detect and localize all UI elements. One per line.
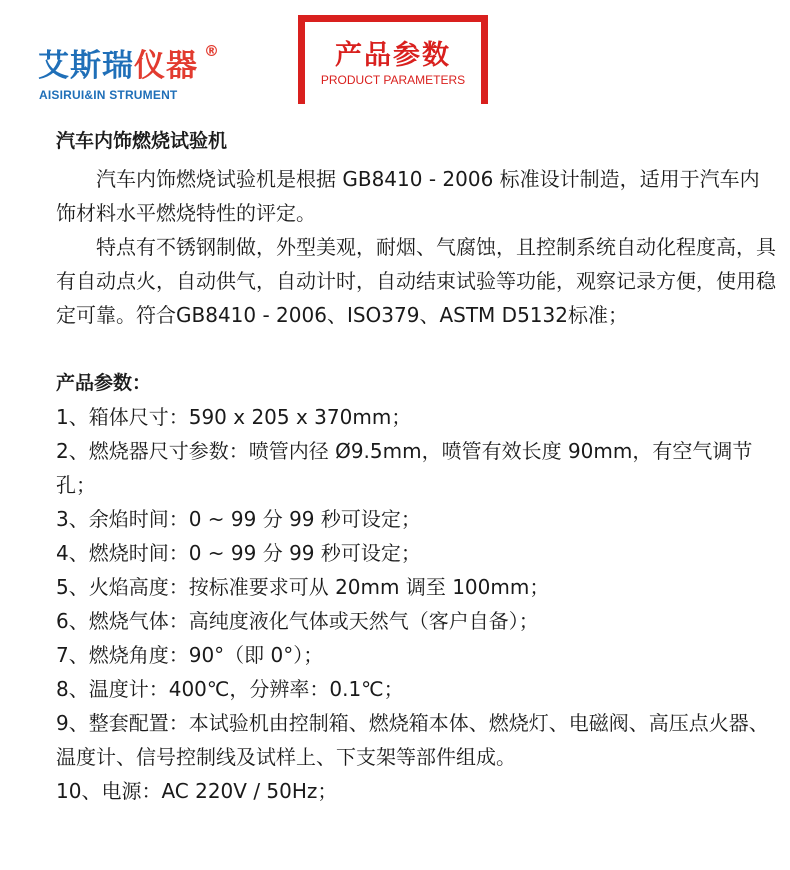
logo-english-name: AISIRUI&IN STRUMENT xyxy=(39,88,178,102)
logo-name-part1: 艾斯瑞 xyxy=(38,48,134,84)
product-description xyxy=(56,124,776,808)
param-item: 5、火焰高度：按标准要求可从 20mm 调至 100mm； xyxy=(56,575,550,599)
banner-frame-top xyxy=(298,15,488,22)
params-heading: 产品参数： xyxy=(56,372,152,394)
param-item: 2、燃烧器尺寸参数：喷管内径 Ø9.5mm，喷管有效长度 90mm，有空气调节孔； xyxy=(56,439,753,497)
param-item: 8、温度计：400℃，分辨率：0.1℃； xyxy=(56,677,404,701)
param-item: 10、电源：AC 220V / 50Hz； xyxy=(56,779,338,803)
product-parameters-banner xyxy=(298,15,488,104)
product-intro-paragraph: 汽车内饰燃烧试验机是根据 GB8410 - 2006 标准设计制造，适用于汽车内饰材料水平燃烧特性的评定。 xyxy=(56,167,760,225)
banner-title: 产品参数 xyxy=(335,40,451,71)
param-item: 6、燃烧气体：高纯度液化气体或天然气（客户自备）； xyxy=(56,609,539,633)
params-list xyxy=(56,400,776,808)
company-logo xyxy=(38,42,238,106)
registered-mark: ® xyxy=(204,42,219,60)
param-item: 9、整套配置：本试验机由控制箱、燃烧箱本体、燃烧灯、电磁阀、高压点火器、温度计、信号控制线及试样上、下支架等部件组成。 xyxy=(56,711,769,769)
param-item: 3、余焰时间：0 ~ 99 分 99 秒可设定； xyxy=(56,507,421,531)
banner-subtitle: PRODUCT PARAMETERS xyxy=(320,73,466,87)
param-item: 4、燃烧时间：0 ~ 99 分 99 秒可设定； xyxy=(56,541,421,565)
param-item: 1、箱体尺寸：590 x 205 x 370mm； xyxy=(56,405,412,429)
product-title: 汽车内饰燃烧试验机 xyxy=(56,130,228,152)
product-features-paragraph: 特点有不锈钢制做，外型美观，耐烟、气腐蚀，且控制系统自动化程度高，具有自动点火，自动供气，自动计时，自动结束试验等功能，观察记录方便，使用稳定可靠。符合GB8410 - 2006、ISO379、ASTM D5132标准； xyxy=(56,235,776,327)
param-item: 7、燃烧角度：90°（即 0°）； xyxy=(56,643,324,667)
spacer xyxy=(56,332,776,366)
logo-name-part2: 仪器 xyxy=(134,48,198,84)
logo-chinese-name xyxy=(38,46,198,86)
